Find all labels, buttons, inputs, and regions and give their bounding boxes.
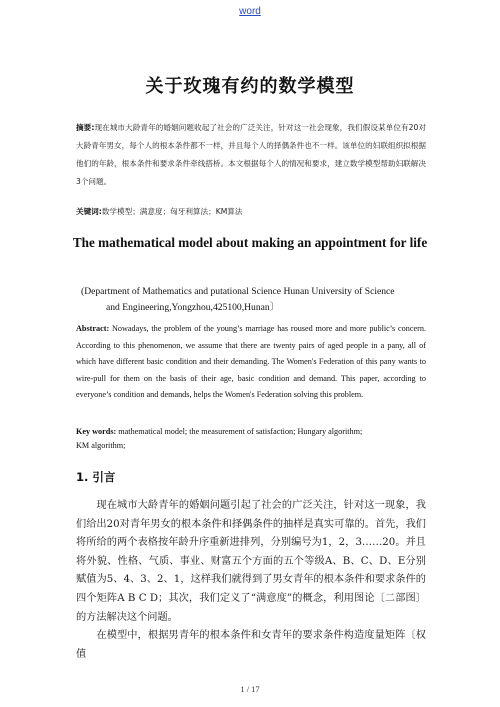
title-en: The mathematical model about making an appointment for life	[72, 235, 428, 250]
header-link[interactable]: word	[239, 6, 261, 17]
abstract-en-text: Nowadays, the problem of the young’s marriage has roused more and more public’s concern. According to this phenomenon, we assume that there are twenty pairs of aged people in a pany, all of which have different basic condition and their demanding. The Women's Federation of this pany wants to wire-pull for them on the basis of their age, basic condition and demand. This paper, according to everyone’s condition and demands, helps the Women's Federation solving this problem.	[76, 324, 426, 400]
title-cn: 关于玫瑰有约的数学模型	[145, 76, 355, 97]
abstract-cn-label: 摘要:	[76, 123, 95, 132]
page-number: 1 / 17	[240, 684, 260, 694]
keywords-en-text: mathematical model; the measurement of satisfaction; Hungary algorithm;	[116, 427, 363, 436]
keywords-en	[76, 425, 426, 453]
affiliation	[76, 284, 426, 315]
abstract-cn	[76, 119, 426, 191]
abstract-en-label: Abstract:	[76, 324, 110, 333]
body-paragraph-2: 在模型中，根据男青年的根本条件和女青年的要求条件构造度量矩阵〔权值	[76, 630, 426, 660]
keywords-en-label: Key words:	[76, 427, 117, 436]
section-heading-introduction: 1. 引言	[76, 470, 116, 484]
abstract-cn-text: 现在城市大龄青年的婚姻问题收起了社会的广泛关注，针对这一社会现象，我们假设某单位有20对大龄青年男女，每个人的根本条件都不一样，并且每个人的择偶条件也不一样。该单位的妇联组织拟根据他们的年龄，根本条件和要求条件牵线搭桥。本文根据每个人的情况和要求，建立数学模型帮助妇联解决3个问题。	[76, 123, 426, 186]
body-text	[76, 497, 426, 664]
affiliation-line1: (Department of Mathematics and putational Science Hunan University of Science	[81, 286, 395, 297]
keywords-en-line2: KM algorithm;	[76, 441, 126, 450]
body-paragraph-1: 现在城市大龄青年的婚姻问题引起了社会的广泛关注，针对这一现象，我们给出20对青年男女的根本条件和择偶条件的抽样是真实可靠的。首先，我们将所给的两个表格按年龄升序重新进排列，分别编号为1，2，3……20。并且将外貌、性格、气质、事业、财富五个方面的五个等级A、B、C、D、E分别赋值为5、4、3、2、1，这样我们就得到了男女青年的根本条件和要求条件的四个矩阵A B C D；其次，我们定义了“满意度”的概念，利用图论〔二部图〕的方法解决这个问题。	[76, 500, 426, 623]
keywords-cn-text: 数学模型；满意度；匈牙利算法；KM算法	[101, 207, 243, 216]
abstract-en	[76, 321, 426, 404]
keywords-cn-label: 关键词:	[76, 207, 102, 216]
affiliation-line2: and Engineering,Yongzhou,425100,Hunan〕	[106, 301, 280, 313]
keywords-cn	[76, 206, 426, 218]
